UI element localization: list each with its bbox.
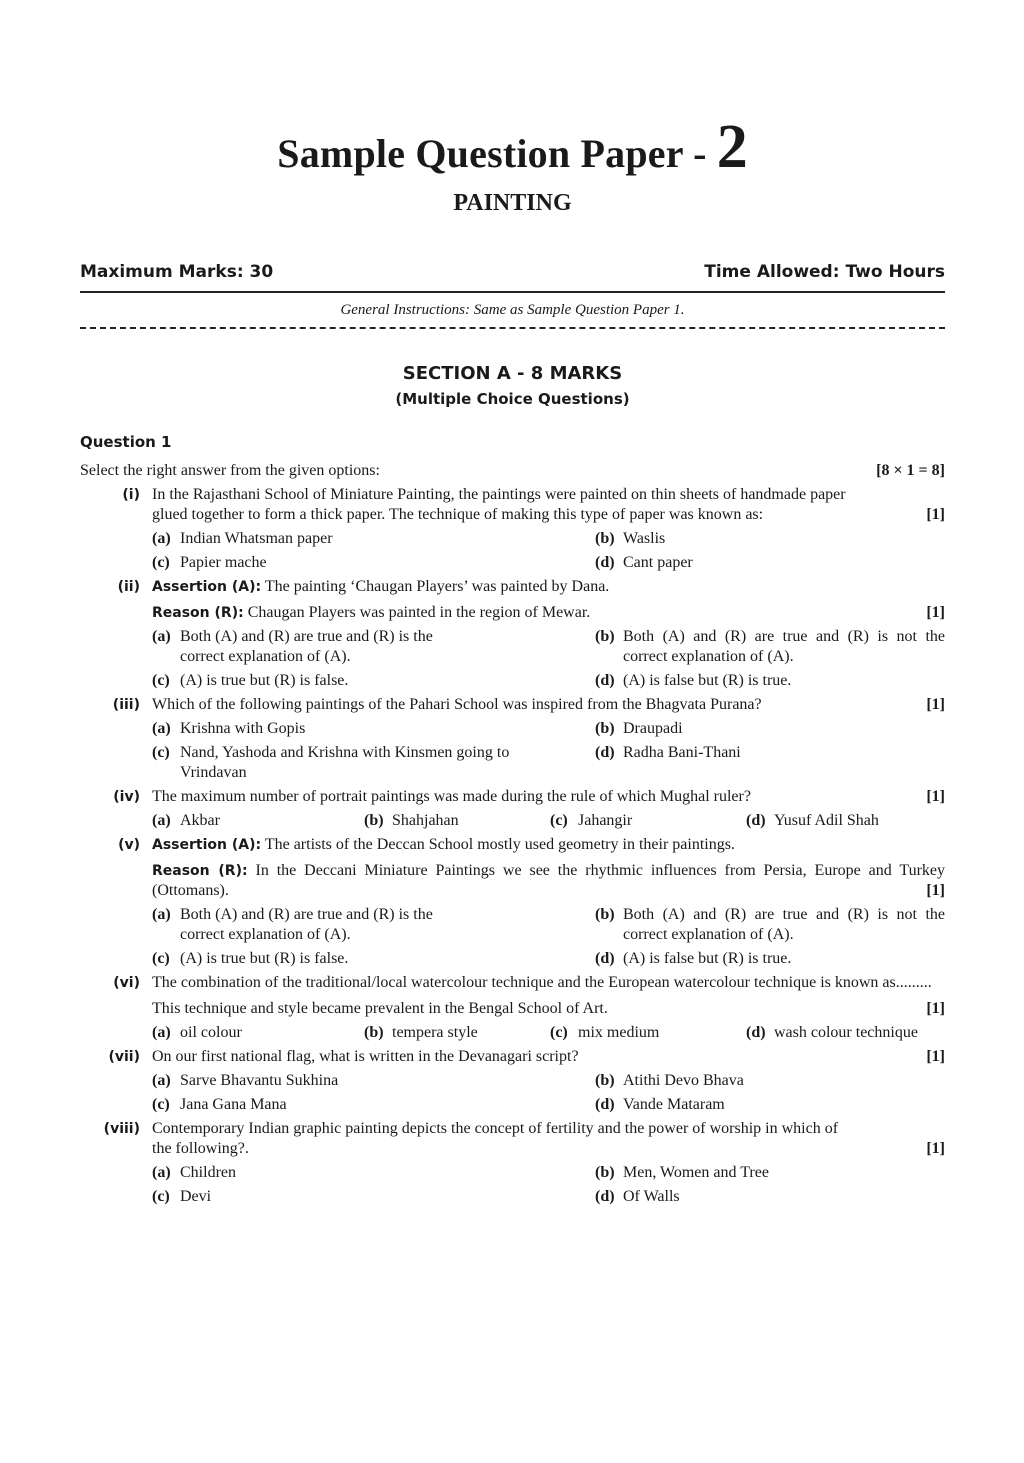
- options-grid: [152, 905, 945, 969]
- stem-line: Contemporary Indian graphic painting depicts the concept of fertility and the power of worship in which of: [152, 1120, 839, 1137]
- option-text: Jahangir: [578, 812, 633, 829]
- item-number: (iii): [112, 697, 140, 713]
- assertion-line: [152, 835, 945, 855]
- option-text: Yusuf Adil Shah: [774, 812, 879, 829]
- option-label: (a): [152, 720, 171, 737]
- item-number: (v): [118, 837, 140, 853]
- option-d[interactable]: [595, 553, 945, 573]
- question-item: [80, 1047, 945, 1115]
- option-c[interactable]: [152, 1095, 595, 1115]
- option-label: (c): [550, 812, 568, 829]
- item-stem: [152, 485, 945, 525]
- paper-meta: [80, 262, 945, 282]
- option-a[interactable]: [152, 905, 595, 945]
- assertion-text: The artists of the Deccan School mostly used geometry in their paintings.: [264, 836, 735, 853]
- option-label: (b): [364, 1024, 384, 1041]
- option-c[interactable]: [152, 949, 595, 969]
- assertion-text: The painting ‘Chaugan Players’ was painted by Dana.: [264, 578, 610, 595]
- option-label: (a): [152, 1164, 171, 1181]
- option-label: (c): [550, 1024, 568, 1041]
- option-b[interactable]: [595, 905, 945, 945]
- item-marks: [1]: [926, 1140, 945, 1157]
- options-grid: [152, 529, 945, 573]
- option-text: Devi: [180, 1188, 212, 1205]
- option-a[interactable]: [152, 811, 364, 831]
- section-subtitle: (Multiple Choice Questions): [395, 390, 630, 408]
- option-text: (A) is false but (R) is true.: [623, 950, 792, 967]
- option-text: Both (A) and (R) are true and (R) is the correct explanation of (A).: [180, 628, 433, 665]
- option-label: (d): [595, 554, 615, 571]
- option-text: Radha Bani-Thani: [623, 744, 741, 761]
- time-allowed: Time Allowed: Two Hours: [704, 262, 945, 282]
- option-label: (a): [152, 628, 171, 645]
- question-heading: Question 1: [80, 433, 172, 451]
- reason-label: Reason (R):: [152, 605, 244, 621]
- item-marks: [1]: [926, 1048, 945, 1065]
- item-stem: [152, 1047, 945, 1067]
- option-a[interactable]: [152, 529, 595, 549]
- option-label: (b): [595, 720, 615, 737]
- general-instructions: General Instructions: Same as Sample Question Paper 1.: [340, 302, 685, 318]
- stem-text: The maximum number of portrait paintings was made during the rule of which Mughal ruler?: [152, 788, 751, 805]
- assertion-label: Assertion (A):: [152, 837, 262, 853]
- option-text: oil colour: [180, 1024, 242, 1041]
- option-b[interactable]: [595, 529, 945, 549]
- question-body: [80, 461, 945, 1211]
- total-marks: [8 × 1 = 8]: [876, 462, 945, 479]
- stem-text: The combination of the traditional/local watercolour technique and the European watercolour technique is known as.........: [152, 974, 932, 991]
- option-label: (c): [152, 1096, 170, 1113]
- question-item: [80, 577, 945, 691]
- option-d[interactable]: [595, 671, 945, 691]
- option-text: Nand, Yashoda and Krishna with Kinsmen going to Vrindavan: [180, 744, 510, 781]
- option-label: (a): [152, 906, 171, 923]
- option-text: Draupadi: [623, 720, 683, 737]
- item-stem: [152, 787, 945, 807]
- item-stem: [152, 695, 945, 715]
- max-marks: Maximum Marks: 30: [80, 262, 274, 282]
- option-label: (b): [595, 530, 615, 547]
- option-c[interactable]: [550, 811, 746, 831]
- reason-text: Chaugan Players was painted in the region of Mewar.: [247, 604, 591, 621]
- option-label: (b): [595, 1164, 615, 1181]
- option-d[interactable]: [595, 743, 945, 783]
- option-text: Krishna with Gopis: [180, 720, 306, 737]
- options-grid: [152, 1163, 945, 1207]
- item-stem: [152, 835, 945, 901]
- dashed-divider: [80, 327, 945, 329]
- item-marks: [1]: [926, 1000, 945, 1017]
- reason-line: [152, 603, 945, 623]
- option-c[interactable]: [152, 553, 595, 573]
- option-text: Atithi Devo Bhava: [623, 1072, 744, 1089]
- option-label: (d): [595, 1096, 615, 1113]
- assertion-label: Assertion (A):: [152, 579, 262, 595]
- option-text: (A) is false but (R) is true.: [623, 672, 792, 689]
- question-item: [80, 1119, 945, 1207]
- option-label: (c): [152, 744, 170, 761]
- options-row: [152, 1023, 945, 1043]
- option-text: Papier mache: [180, 554, 267, 571]
- option-label: (d): [595, 1188, 615, 1205]
- option-text: Men, Women and Tree: [623, 1164, 769, 1181]
- question-item: [80, 787, 945, 831]
- item-number: (iv): [113, 789, 140, 805]
- stem-text-2: This technique and style became prevalent in the Bengal School of Art.: [152, 1000, 608, 1017]
- option-text: Indian Whatsman paper: [180, 530, 333, 547]
- option-a[interactable]: [152, 627, 595, 667]
- option-label: (c): [152, 672, 170, 689]
- question-item: [80, 695, 945, 783]
- option-c[interactable]: [550, 1023, 746, 1043]
- header-divider: [80, 291, 945, 293]
- option-b[interactable]: [595, 719, 945, 739]
- option-d[interactable]: [595, 949, 945, 969]
- option-text: Children: [180, 1164, 236, 1181]
- item-marks: [1]: [926, 788, 945, 805]
- item-marks: [1]: [926, 506, 945, 523]
- options-row: [152, 811, 945, 831]
- item-stem: [152, 973, 945, 1019]
- option-label: (b): [595, 1072, 615, 1089]
- option-d[interactable]: [595, 1187, 945, 1207]
- option-text: tempera style: [392, 1024, 478, 1041]
- item-number: (viii): [103, 1121, 140, 1137]
- option-text: Of Walls: [623, 1188, 680, 1205]
- question-item: [80, 835, 945, 969]
- item-number: (ii): [117, 579, 140, 595]
- option-b[interactable]: [364, 1023, 550, 1043]
- stem-line: glued together to form a thick paper. The technique of making this type of paper was known as:: [152, 506, 764, 523]
- option-label: (d): [595, 950, 615, 967]
- item-number: (i): [122, 487, 140, 503]
- option-label: (a): [152, 530, 171, 547]
- option-text: Waslis: [623, 530, 666, 547]
- option-text: Vande Mataram: [623, 1096, 725, 1113]
- option-a[interactable]: [152, 1163, 595, 1183]
- option-label: (d): [746, 812, 766, 829]
- paper-number: 2: [716, 113, 748, 181]
- option-text: Akbar: [180, 812, 220, 829]
- option-label: (b): [364, 812, 384, 829]
- option-text: Both (A) and (R) are true and (R) is the correct explanation of (A).: [180, 906, 433, 943]
- stem-text: On our first national flag, what is written in the Devanagari script?: [152, 1048, 579, 1065]
- option-c[interactable]: [152, 743, 595, 783]
- assertion-line: [152, 577, 945, 597]
- option-text: mix medium: [578, 1024, 660, 1041]
- stem-line: the following?.: [152, 1140, 249, 1157]
- question-item: [80, 485, 945, 573]
- reason-text: In the Deccani Miniature Paintings we see the rhythmic influences from Persia, Europe and Turkey (Ottomans).: [152, 862, 945, 899]
- option-text: Sarve Bhavantu Sukhina: [180, 1072, 339, 1089]
- option-text: Cant paper: [623, 554, 693, 571]
- option-label: (c): [152, 950, 170, 967]
- item-stem: [152, 577, 945, 623]
- paper-title-text: Sample Question Paper -: [277, 131, 707, 176]
- question-instruction: Select the right answer from the given options:: [80, 462, 380, 479]
- option-text: (A) is true but (R) is false.: [180, 672, 349, 689]
- item-marks: [1]: [926, 604, 945, 621]
- subject-title: PAINTING: [453, 190, 572, 216]
- item-marks: [1]: [926, 882, 945, 899]
- option-b[interactable]: [595, 627, 945, 667]
- option-label: (c): [152, 1188, 170, 1205]
- item-number: (vi): [113, 975, 140, 991]
- option-label: (d): [595, 744, 615, 761]
- item-stem: [152, 1119, 945, 1159]
- stem-text: Which of the following paintings of the Pahari School was inspired from the Bhagvata Purana?: [152, 696, 762, 713]
- option-label: (d): [595, 672, 615, 689]
- paper-title: [80, 112, 945, 183]
- options-grid: [152, 719, 945, 783]
- option-c[interactable]: [152, 1187, 595, 1207]
- options-grid: [152, 1071, 945, 1115]
- option-label: (c): [152, 554, 170, 571]
- item-number: (vii): [108, 1049, 140, 1065]
- option-label: (d): [746, 1024, 766, 1041]
- option-b[interactable]: [595, 1163, 945, 1183]
- option-b[interactable]: [364, 811, 550, 831]
- option-text: Jana Gana Mana: [180, 1096, 287, 1113]
- option-label: (a): [152, 1072, 171, 1089]
- option-text: wash colour technique: [774, 1024, 918, 1041]
- question-item: [80, 973, 945, 1043]
- option-label: (a): [152, 1024, 171, 1041]
- option-a[interactable]: [152, 719, 595, 739]
- option-a[interactable]: [152, 1071, 595, 1091]
- item-marks: [1]: [926, 696, 945, 713]
- option-text: Both (A) and (R) are true and (R) is not the correct explanation of (A).: [623, 906, 945, 943]
- option-d[interactable]: [595, 1095, 945, 1115]
- option-text: Shahjahan: [392, 812, 459, 829]
- option-text: (A) is true but (R) is false.: [180, 950, 349, 967]
- option-d[interactable]: [746, 811, 946, 831]
- reason-label: Reason (R):: [152, 863, 248, 879]
- option-text: Both (A) and (R) are true and (R) is not the correct explanation of (A).: [623, 628, 945, 665]
- section-title: SECTION A - 8 MARKS: [402, 363, 623, 384]
- option-label: (a): [152, 812, 171, 829]
- stem-line: In the Rajasthani School of Miniature Painting, the paintings were painted on thin sheets of handmade paper: [152, 486, 846, 503]
- option-b[interactable]: [595, 1071, 945, 1091]
- option-label: (b): [595, 628, 615, 645]
- option-label: (b): [595, 906, 615, 923]
- options-grid: [152, 627, 945, 691]
- option-c[interactable]: [152, 671, 595, 691]
- option-d[interactable]: [746, 1023, 946, 1043]
- question-instruction-line: [80, 461, 945, 481]
- option-a[interactable]: [152, 1023, 364, 1043]
